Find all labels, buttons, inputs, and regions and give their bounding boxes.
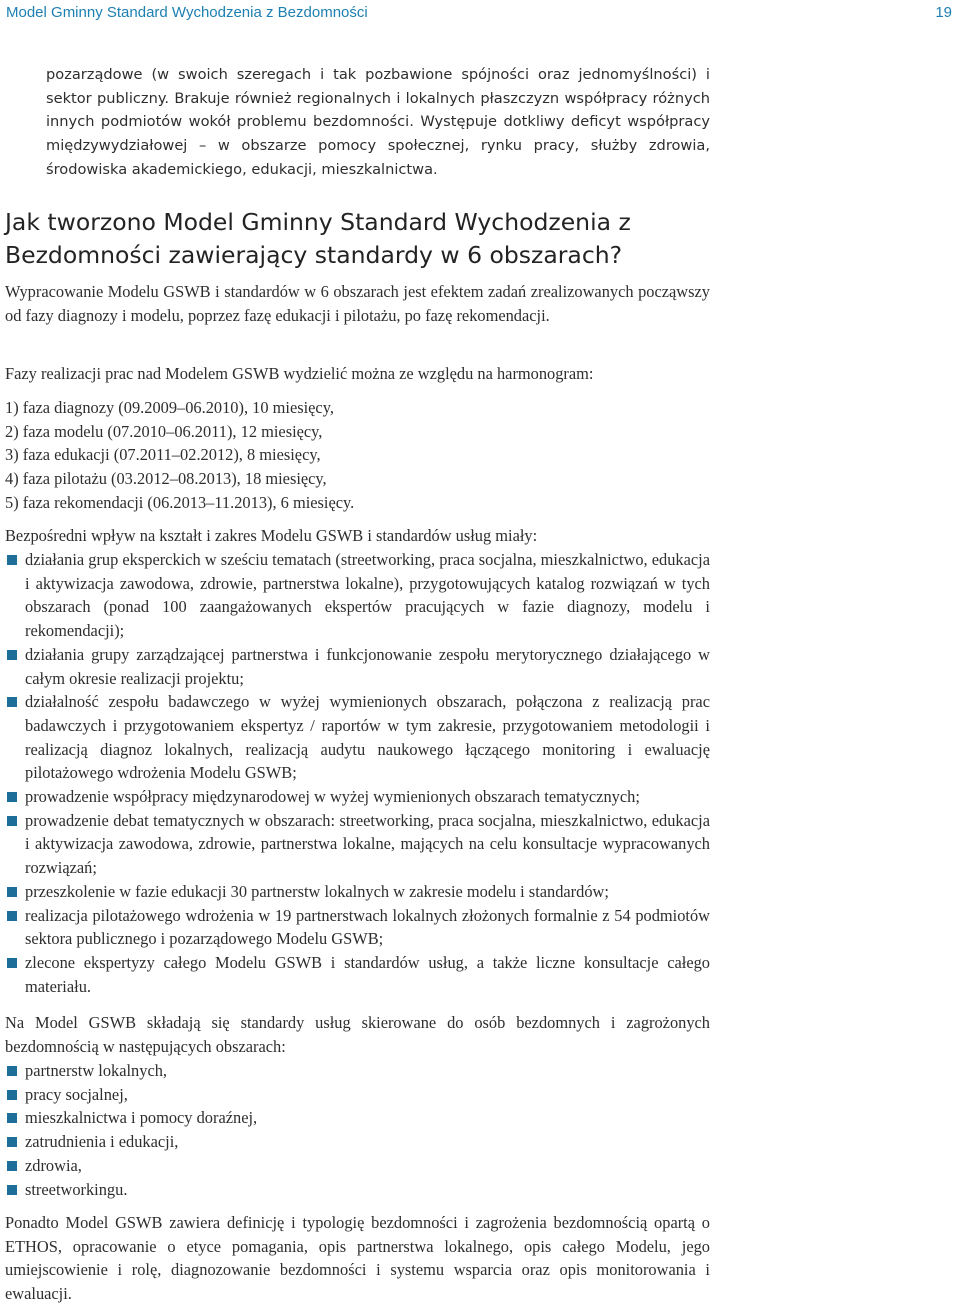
influence-text: przeszkolenie w fazie edukacji 30 partnerstw lokalnych w zakresie modelu i standardów;: [25, 881, 609, 901]
running-title: Model Gminny Standard Wychodzenia z Bezdomności: [6, 4, 368, 21]
influence-item: [5, 809, 710, 880]
square-bullet-icon: [7, 697, 17, 707]
square-bullet-icon: [7, 1185, 17, 1195]
area-text: zdrowia,: [25, 1155, 82, 1175]
phase-item: 3) faza edukacji (07.2011–02.2012), 8 miesięcy,: [5, 445, 321, 465]
influence-item: [5, 880, 710, 904]
areas-list: [5, 1059, 710, 1201]
square-bullet-icon: [7, 958, 17, 968]
phase-item: 5) faza rekomendacji (06.2013–11.2013), 6 miesięcy.: [5, 492, 355, 512]
influence-text: prowadzenie współpracy międzynarodowej w wyżej wymienionych obszarach tematycznych;: [25, 787, 640, 807]
phase-item: 4) faza pilotażu (03.2012–08.2013), 18 miesięcy,: [5, 469, 327, 489]
square-bullet-icon: [7, 1066, 17, 1076]
influence-item: [5, 643, 710, 690]
area-text: pracy socjalnej,: [25, 1084, 128, 1104]
phase-item: 2) faza modelu (07.2010–06.2011), 12 miesięcy,: [5, 421, 323, 441]
paragraph-influences-intro: Bezpośredni wpływ na kształt i zakres Modelu GSWB i standardów usług miały:: [5, 526, 538, 545]
square-bullet-icon: [7, 555, 17, 565]
area-text: streetworkingu.: [25, 1179, 128, 1199]
square-bullet-icon: [7, 1161, 17, 1171]
page-header: [0, 0, 960, 26]
square-bullet-icon: [7, 1090, 17, 1100]
square-bullet-icon: [7, 1137, 17, 1147]
square-bullet-icon: [7, 650, 17, 660]
influence-item: [5, 904, 710, 951]
paragraph-phases-intro: Fazy realizacji prac nad Modelem GSWB wydzielić można ze względu na harmonogram:: [5, 364, 594, 383]
influence-text: działania grupy zarządzającej partnerstwa i funkcjonowanie zespołu merytorycznego działającego w całym okresie realizacji projektu;: [25, 644, 710, 688]
area-item: [5, 1059, 710, 1083]
phases-list: [5, 396, 710, 515]
square-bullet-icon: [7, 1113, 17, 1123]
influence-item: [5, 690, 710, 785]
area-item: [5, 1106, 710, 1130]
square-bullet-icon: [7, 911, 17, 921]
area-text: zatrudnienia i edukacji,: [25, 1132, 179, 1152]
phase-item: 1) faza diagnozy (09.2009–06.2010), 10 miesięcy,: [5, 398, 334, 417]
influence-text: zlecone ekspertyzy całego Modelu GSWB i standardów usług, a także liczne konsultacje całego materiału.: [25, 952, 710, 996]
area-text: mieszkalnictwa i pomocy doraźnej,: [25, 1108, 258, 1128]
area-item: [5, 1130, 710, 1154]
paragraph-closing: Ponadto Model GSWB zawiera definicję i typologię bezdomności i zagrożenia bezdomnością opartą o ETHOS, opracowanie o etyce pomagania, opis partnerstwa lokalnego, opis całego Modelu, jego umiejscowienie i rolę, diagnozowanie bezdomności i systemu wsparcia oraz opis monitorowania i ewaluacji.: [5, 1213, 710, 1304]
area-item: [5, 1154, 710, 1178]
influence-item: [5, 785, 710, 809]
section-heading: Jak tworzono Model Gminny Standard Wychodzenia z Bezdomności zawierający standardy w 6 obszarach?: [5, 208, 631, 269]
square-bullet-icon: [7, 887, 17, 897]
square-bullet-icon: [7, 816, 17, 826]
area-text: partnerstw lokalnych,: [25, 1061, 168, 1080]
influence-text: realizacja pilotażowego wdrożenia w 19 partnerstwach lokalnych złożonych formalnie z 54 podmiotów sektora publicznego i pozarządowego Modelu GSWB;: [25, 905, 710, 949]
influence-text: prowadzenie debat tematycznych w obszarach: streetworking, praca socjalna, mieszkalnictwo, edukacja i aktywizacja zawodowa, zdrowie, partnerstwa lokalne, mających na celu konsultacje wypracowanych rozwiązań;: [25, 810, 710, 878]
intro-paragraph: pozarządowe (w swoich szeregach i tak pozbawione spójności oraz jednomyślności) i sektor publiczny. Brakuje również regionalnych i lokalnych płaszczyzn współpracy różnych innych podmiotów wokół problemu bezdomności. Występuje dotkliwy deficyt współpracy międzywydziałowej – w obszarze pomocy społecznej, rynku pracy, służby zdrowia, środowiska akademickiego, edukacji, mieszkalnictwa.: [46, 66, 710, 178]
area-item: [5, 1178, 710, 1202]
influence-item: [5, 548, 710, 643]
influence-text: działalność zespołu badawczego w wyżej wymienionych obszarach, połączona z realizacją prac badawczych i przygotowaniem ekspertyz / raportów w tym zakresie, przygotowaniem metodologii i realizacją diagnoz lokalnych, realizacją audytu naukowego łączącego monitoring i ewaluację pilotażowego wdrożenia Modelu GSWB;: [25, 692, 710, 783]
influences-list: [5, 548, 710, 998]
paragraph-model-development: Wypracowanie Modelu GSWB i standardów w 6 obszarach jest efektem zadań zrealizowanych począwszy od fazy diagnozy i modelu, poprzez fazę edukacji i pilotażu, po fazę rekomendacji.: [5, 282, 710, 325]
page-number: 19: [935, 4, 952, 21]
area-item: [5, 1083, 710, 1107]
square-bullet-icon: [7, 792, 17, 802]
paragraph-areas-intro: Na Model GSWB składają się standardy usług skierowane do osób bezdomnych i zagrożonych bezdomnością w następujących obszarach:: [5, 1013, 710, 1056]
influence-text: działania grup eksperckich w sześciu tematach (streetworking, praca socjalna, mieszkalnictwo, edukacja i aktywizacja zawodowa, zdrowie, partnerstwa lokalne), przygotowujących katalog rozwiązań w tych obszarach (ponad 100 zaangażowanych ekspertów pracujących w fazie diagnozy, modelu i rekomendacji);: [25, 550, 710, 641]
influence-item: [5, 951, 710, 998]
